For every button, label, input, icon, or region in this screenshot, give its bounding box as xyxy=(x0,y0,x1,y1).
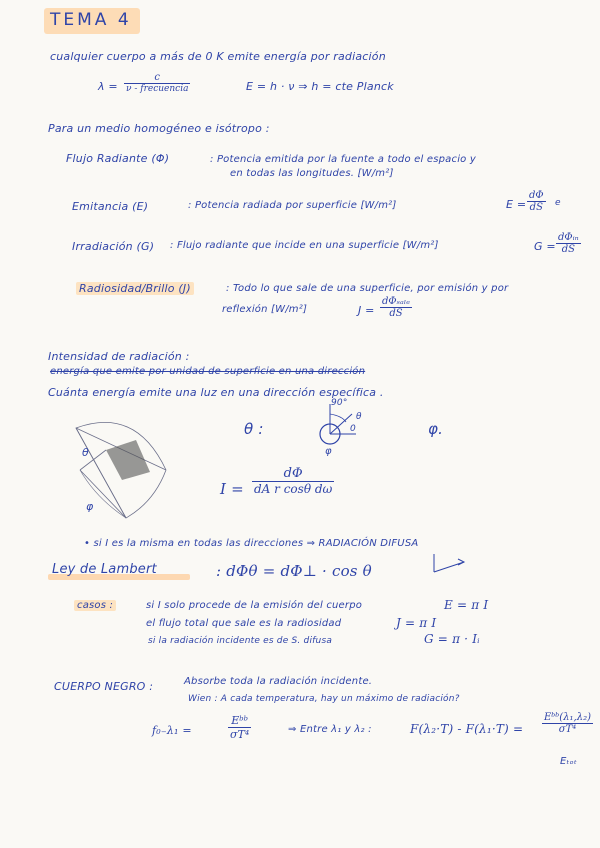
irr-formula-lhs: G = xyxy=(534,240,556,253)
intensity-num: dΦ xyxy=(252,466,334,482)
lambert-label: Ley de Lambert xyxy=(52,562,157,577)
emit-label: Emitancia (E) xyxy=(72,200,149,213)
emit-den: dS xyxy=(529,202,543,213)
f-fraction xyxy=(228,714,251,741)
blackbody-line-1: Absorbe toda la radiación incidente. xyxy=(184,676,373,687)
angle-theta-small: θ xyxy=(356,412,362,422)
flux-text-1: : Potencia emitida por la fuente a todo el espacio y xyxy=(210,154,476,165)
rad-text-1: : Todo lo que sale de una superficie, por emisión y por xyxy=(226,283,509,294)
irr-den: dS xyxy=(561,244,575,255)
angle-0-label: 0 xyxy=(350,424,356,434)
case-2-formula: J = π I xyxy=(396,616,437,630)
phi-symbol: φ. xyxy=(428,420,444,438)
case-1-formula: E = π I xyxy=(444,598,489,612)
intensity-fraction xyxy=(252,466,334,496)
f-den: σT⁴ xyxy=(230,728,250,741)
intensity-den: dA r cosθ dω xyxy=(254,482,333,496)
page-title: TEMA 4 xyxy=(50,10,132,30)
case-2: el flujo total que sale es la radiosidad xyxy=(146,618,342,629)
hemisphere-diagram xyxy=(66,410,186,530)
emit-num: dΦ xyxy=(529,190,544,201)
intensity-heading: Intensidad de radiación : xyxy=(48,350,190,363)
f2-num: Eᵇᵇ(λ₁,λ₂) xyxy=(544,712,591,723)
angle-diagram xyxy=(312,400,372,460)
intensity-struck: energía que emite por unidad de superficie en una dirección xyxy=(50,366,366,377)
diffuse-arrow-icon xyxy=(428,550,472,576)
f2-fraction xyxy=(542,712,593,735)
irr-fraction xyxy=(556,232,581,255)
angle-phi-small: φ xyxy=(325,446,332,457)
emit-fraction xyxy=(527,190,546,213)
rad-label-highlight: Radiosidad/Brillo (J) xyxy=(76,282,194,295)
rad-fraction xyxy=(380,296,412,319)
case-3: si la radiación incidente es de S. difusa xyxy=(148,636,333,646)
between-text: ⇒ Entre λ₁ y λ₂ : xyxy=(288,724,372,735)
rad-num: dΦₛₐₗₑ xyxy=(382,296,411,307)
fig-phi-label: φ xyxy=(86,500,94,513)
cases-label-highlight: casos : xyxy=(74,600,116,611)
intensity-line: Cuánta energía emite una luz en una dirección específica . xyxy=(48,386,384,399)
irr-num: dΦᵢₙ xyxy=(558,232,579,243)
theta-symbol: θ : xyxy=(244,420,264,438)
intensity-formula-lhs: I = xyxy=(220,480,244,498)
f2-foot: Eₜₒₜ xyxy=(560,756,578,767)
fig-theta-label: θ xyxy=(82,446,89,459)
f-num: Eᵇᵇ xyxy=(228,714,251,728)
emit-sub: e xyxy=(555,198,561,208)
f2-den: σT⁴ xyxy=(558,724,577,735)
lambda-num: c xyxy=(124,72,190,84)
lambda-fraction xyxy=(124,72,190,94)
lambda-lhs: λ = xyxy=(98,80,118,93)
irr-label: Irradiación (G) xyxy=(72,240,155,253)
rad-den: dS xyxy=(389,308,403,319)
energy-formula: E = h · ν ⇒ h = cte Planck xyxy=(246,80,394,93)
angle-90-label: 90° xyxy=(331,398,348,408)
rad-text-2: reflexión [W/m²] xyxy=(222,304,308,315)
lambert-formula: : dΦθ = dΦ⊥ · cos θ xyxy=(216,562,372,580)
emit-text: : Potencia radiada por superficie [W/m²] xyxy=(188,200,397,211)
medium-heading: Para un medio homogéneo e isótropo : xyxy=(48,122,270,135)
flux-text-2: en todas las longitudes. [W/m²] xyxy=(230,168,394,179)
irr-text: : Flujo radiante que incide en una superficie [W/m²] xyxy=(170,240,439,251)
f-diff: F(λ₂·T) - F(λ₁·T) = xyxy=(410,722,524,736)
intro-line: cualquier cuerpo a más de 0 K emite energía por radiación xyxy=(50,50,386,63)
case-1: si I solo procede de la emisión del cuerpo xyxy=(146,600,363,611)
rad-label xyxy=(76,282,194,295)
blackbody-label: CUERPO NEGRO : xyxy=(54,680,154,693)
lambda-den: ν - frecuencia xyxy=(126,84,189,94)
diffuse-line: • si I es la misma en todas las direcciones ⇒ RADIACIÓN DIFUSA xyxy=(84,538,419,549)
f-lhs: f₀₋λ₁ = xyxy=(152,724,192,737)
emit-formula-lhs: E = xyxy=(506,198,527,211)
flux-label: Flujo Radiante (Φ) xyxy=(66,152,170,165)
case-3-formula: G = π · Iᵢ xyxy=(424,632,480,646)
rad-formula-lhs: J = xyxy=(358,304,375,317)
blackbody-line-2: Wien : A cada temperatura, hay un máximo de radiación? xyxy=(188,694,460,704)
cases-label xyxy=(74,600,116,611)
